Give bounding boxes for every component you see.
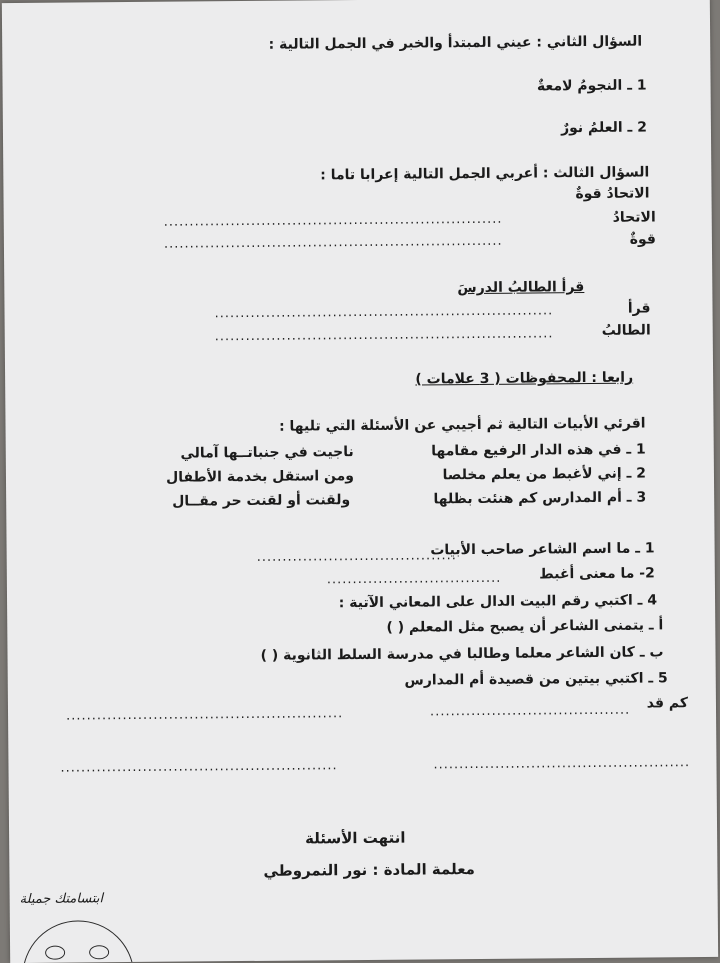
- answer-line-3[interactable]: ..................................................................: [214, 303, 554, 322]
- answer-line-10[interactable]: ......................................................: [60, 758, 338, 776]
- question-2-item-1: 1 ـ النجومُ لامعةٌ: [536, 77, 647, 95]
- answer-line-1[interactable]: ..................................................................: [163, 211, 503, 230]
- verse-1-first-half: 1 ـ في هذه الدار الرفيع مقامها: [431, 441, 646, 460]
- smiley-left-eye: [45, 946, 65, 960]
- sentence-1-word-1: الاتحادُ: [612, 209, 656, 226]
- section-4-title: رابعا : المحفوظات ( 3 علامات ): [415, 369, 634, 388]
- smiley-drawing: [22, 920, 135, 963]
- question-4-5: 5 ـ اكتبي بيتين من قصيدة أم المدارس: [404, 670, 668, 689]
- answer-line-5[interactable]: .......................................: [256, 548, 457, 565]
- answer-line-9[interactable]: ..................................................: [433, 755, 691, 773]
- question-4-2: 2- ما معنى أغبط: [539, 565, 655, 583]
- question-4-4: 4 ـ اكتبي رقم البيت الدال على المعاني الآتية :: [338, 592, 658, 612]
- question-2-item-2: 2 ـ العلمُ نورٌ: [560, 119, 648, 137]
- question-4-4b: ب ـ كان الشاعر معلما وطالبا في مدرسة السلط الثانوية ( ): [260, 644, 664, 664]
- question-4-4a: أ ـ يتمنى الشاعر أن يصبح مثل المعلم ( ): [386, 617, 664, 636]
- question-4-5-start: كم قد: [646, 695, 689, 712]
- answer-line-8[interactable]: ......................................................: [65, 706, 344, 724]
- sentence-1: الاتحادُ قوةٌ: [575, 185, 650, 203]
- verse-2-second-half: ومن استقل بخدمة الأطفال: [165, 468, 355, 486]
- teacher-name: معلمة المادة : نور النمروطي: [263, 860, 476, 880]
- smiley-right-eye: [89, 945, 109, 959]
- answer-line-4[interactable]: ..................................................................: [214, 326, 554, 345]
- end-of-questions: انتهت الأسئلة: [305, 828, 406, 848]
- sentence-2: قرأ الطالبُ الدرسَ: [457, 279, 585, 297]
- answer-line-7[interactable]: .......................................: [429, 702, 631, 720]
- answer-line-2[interactable]: ..................................................................: [163, 233, 503, 252]
- sentence-2-word-2: الطالبُ: [601, 322, 651, 339]
- verse-3-second-half: ولقنت أو لقنت حر مقــال: [172, 492, 351, 510]
- sentence-2-word-1: قرأ: [627, 300, 651, 317]
- answer-line-6[interactable]: ..................................: [326, 570, 502, 588]
- exam-page: [2, 0, 718, 963]
- section-4-intro: اقرئي الأبيات التالية ثم أجيبي عن الأسئلة التي تليها :: [278, 415, 646, 435]
- sentence-1-word-2: قوةٌ: [629, 231, 656, 248]
- smile-note: ابتسامتك جميلة: [19, 891, 104, 907]
- verse-2-first-half: 2 ـ إني لأغبط من يعلم مخلصا: [442, 465, 647, 484]
- question-4-1: 1 ـ ما اسم الشاعر صاحب الأبيات: [430, 540, 655, 559]
- verse-1-second-half: ناجيت في جنباتــها آمالي: [180, 444, 354, 462]
- verse-3-first-half: 3 ـ أم المدارس كم هنئت بظلها: [433, 489, 647, 508]
- question-2-title: السؤال الثاني : عيني المبتدأ والخبر في الجمل التالية :: [268, 33, 643, 53]
- question-3-title: السؤال الثالث : أعربي الجمل التالية إعرابا تاما :: [320, 164, 650, 184]
